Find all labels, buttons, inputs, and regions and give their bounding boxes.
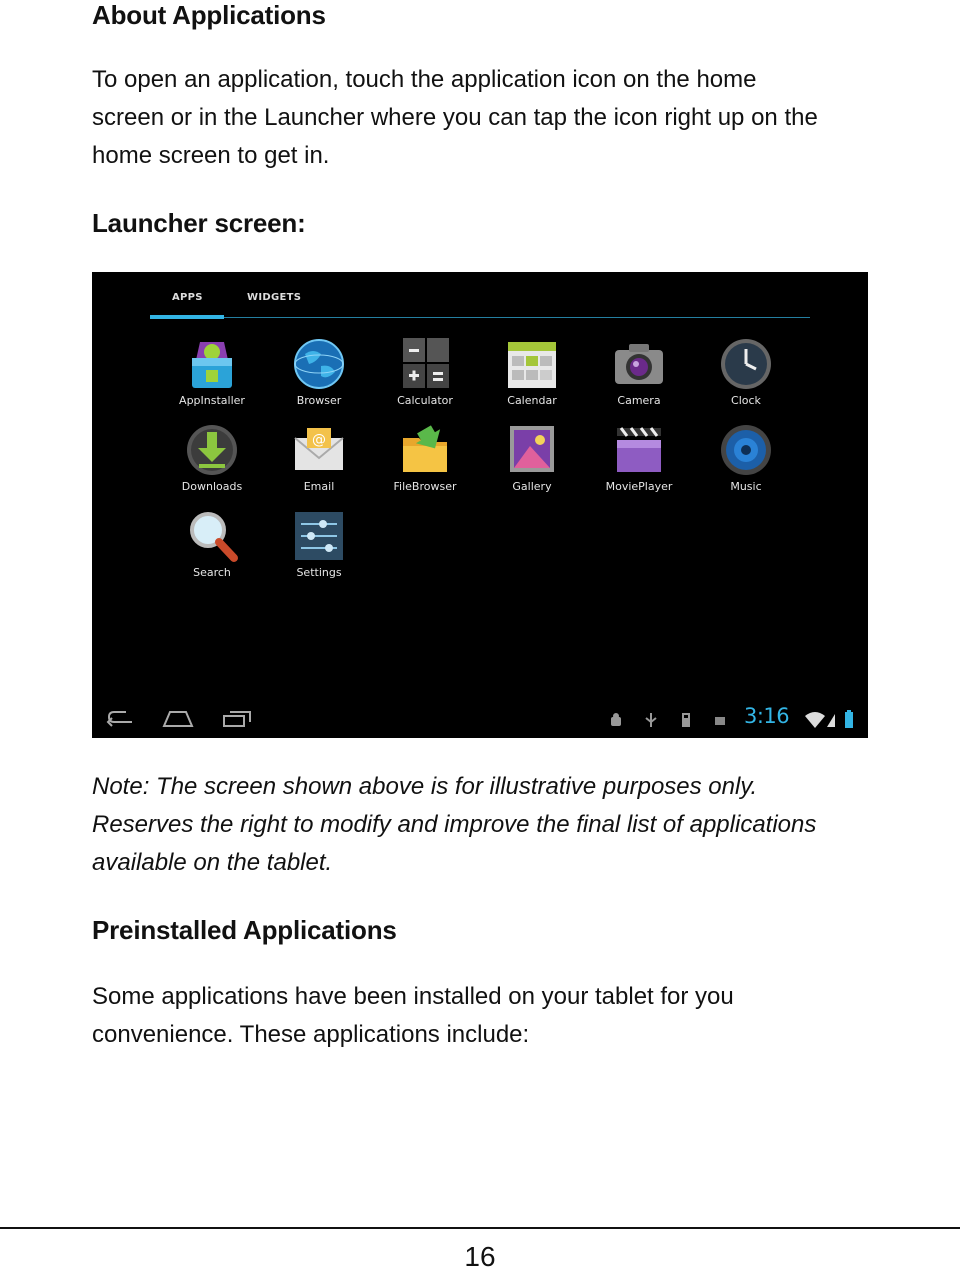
app-label: Downloads <box>181 480 243 493</box>
app-music[interactable] <box>701 422 791 493</box>
about-line-2: screen or in the Launcher where you can tap the icon right up on the <box>92 104 818 131</box>
clapperboard-icon <box>611 422 667 478</box>
recent-apps-icon[interactable] <box>222 710 252 728</box>
app-label: Email <box>303 480 335 493</box>
calendar-icon <box>504 336 560 392</box>
battery-icon <box>844 710 854 728</box>
app-browser[interactable] <box>274 336 364 407</box>
about-applications-heading: About Applications <box>92 0 326 30</box>
app-calendar[interactable] <box>487 336 577 407</box>
app-label: Clock <box>731 394 761 407</box>
preinstalled-line-2: convenience. These applications include: <box>92 1021 530 1048</box>
camera-icon <box>611 336 667 392</box>
app-clock[interactable] <box>701 336 791 407</box>
status-time: 3:16 <box>744 704 790 728</box>
app-downloads[interactable] <box>167 422 257 493</box>
envelope-icon <box>291 422 347 478</box>
tab-widgets[interactable]: WIDGETS <box>247 292 302 303</box>
signal-icon <box>826 712 836 728</box>
footer-divider <box>0 1227 960 1229</box>
launcher-screenshot <box>92 272 868 738</box>
notification-icon <box>714 716 726 726</box>
launcher-screen-heading: Launcher screen: <box>92 208 306 238</box>
app-label: Calculator <box>397 394 453 407</box>
about-paragraph <box>92 61 892 175</box>
app-label: Music <box>730 480 762 493</box>
app-label: Search <box>193 566 231 579</box>
app-settings[interactable] <box>274 508 364 579</box>
app-search[interactable] <box>167 508 257 579</box>
picture-icon <box>504 422 560 478</box>
app-filebrowser[interactable] <box>380 422 470 493</box>
folder-icon <box>397 422 453 478</box>
home-icon[interactable] <box>162 710 194 728</box>
preinstalled-applications-heading: Preinstalled Applications <box>92 915 397 945</box>
sliders-icon <box>291 508 347 564</box>
wifi-icon <box>804 712 826 728</box>
note-line-1: Note: The screen shown above is for illustrative purposes only. <box>92 773 758 800</box>
tab-selected-indicator <box>150 315 224 319</box>
app-label: Settings <box>296 566 342 579</box>
page-number: 16 <box>464 1241 496 1272</box>
note-line-2: Reserves the right to modify and improve the final list of applications <box>92 811 817 838</box>
download-icon <box>184 422 240 478</box>
about-line-3: home screen to get in. <box>92 142 330 169</box>
about-line-1: To open an application, touch the application icon on the home <box>92 66 757 93</box>
tab-apps[interactable]: APPS <box>172 292 203 303</box>
app-label: Browser <box>296 394 342 407</box>
sd-card-icon <box>680 712 692 728</box>
app-label: AppInstaller <box>179 394 245 407</box>
app-email[interactable] <box>274 422 364 493</box>
tab-underline <box>150 317 810 318</box>
app-label: Gallery <box>512 480 552 493</box>
app-label: Camera <box>617 394 661 407</box>
app-movieplayer[interactable] <box>594 422 684 493</box>
clock-icon <box>718 336 774 392</box>
app-label: MoviePlayer <box>605 480 673 493</box>
globe-icon <box>291 336 347 392</box>
svg-text:@: @ <box>312 432 326 448</box>
note-paragraph <box>92 768 892 882</box>
app-calculator[interactable] <box>380 336 470 407</box>
android-debug-icon <box>608 712 624 728</box>
note-line-3: available on the tablet. <box>92 849 333 876</box>
preinstalled-line-1: Some applications have been installed on your tablet for you <box>92 983 734 1010</box>
app-label: FileBrowser <box>393 480 457 493</box>
appinstaller-icon <box>184 336 240 392</box>
back-icon[interactable] <box>106 708 136 728</box>
app-camera[interactable] <box>594 336 684 407</box>
app-label: Calendar <box>507 394 557 407</box>
app-gallery[interactable] <box>487 422 577 493</box>
preinstalled-paragraph <box>92 978 892 1054</box>
calculator-icon <box>397 336 453 392</box>
magnifier-icon <box>184 508 240 564</box>
speaker-icon <box>718 422 774 478</box>
app-appinstaller[interactable] <box>167 336 257 407</box>
usb-icon <box>644 712 658 728</box>
